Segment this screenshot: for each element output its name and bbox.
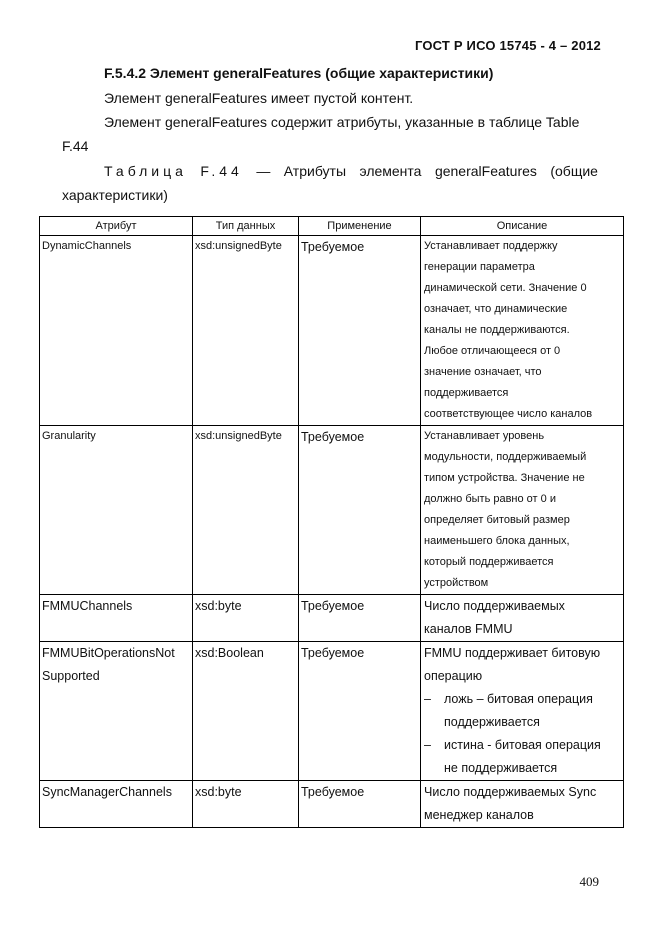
cell-type: xsd:byte <box>193 781 299 828</box>
desc-line: поддерживается <box>424 387 509 399</box>
caption-word-2: элемента <box>359 163 422 179</box>
desc-line: наименьшего блока данных, <box>424 535 570 547</box>
desc-line: Любое отличающееся от 0 <box>424 345 561 357</box>
attr-line: FMMUBitOperationsNot <box>42 646 175 660</box>
desc-line: означает, что динамические <box>424 303 568 315</box>
desc-line: Число поддерживаемых <box>424 599 565 613</box>
desc-line: определяет битовый размер <box>424 514 570 526</box>
caption-number: F.44 <box>200 163 243 179</box>
table-row <box>40 236 624 426</box>
note-item <box>424 688 621 734</box>
cell-type: xsd:unsignedByte <box>193 236 299 426</box>
cell-attribute <box>40 642 193 781</box>
note-text <box>442 734 601 780</box>
table-caption <box>104 159 598 183</box>
cell-description <box>421 642 624 781</box>
desc-line: менеджер каналов <box>424 808 534 822</box>
caption-word-4: (общие <box>550 163 598 179</box>
cell-usage: Требуемое <box>299 595 421 642</box>
desc-line: соответствующее число каналов <box>424 408 593 420</box>
desc-line: FMMU поддерживает битовую <box>424 646 601 660</box>
cell-description <box>421 236 624 426</box>
desc-line: который поддерживается <box>424 556 554 568</box>
caption-word-1: Атрибуты <box>283 163 347 179</box>
desc-line: значение означает, что <box>424 366 542 378</box>
table-row <box>40 595 624 642</box>
header-description: Описание <box>421 217 624 236</box>
desc-line: модульности, поддерживаемый <box>424 451 587 463</box>
table-caption-line2: характеристики) <box>62 187 168 203</box>
header-data-type: Тип данных <box>193 217 299 236</box>
document-header: ГОСТ Р ИСО 15745 - 4 – 2012 <box>414 38 601 53</box>
cell-usage: Требуемое <box>299 236 421 426</box>
cell-type: xsd:Boolean <box>193 642 299 781</box>
caption-word: Таблица <box>104 163 187 179</box>
header-usage: Применение <box>299 217 421 236</box>
table-row <box>40 642 624 781</box>
desc-line: устройством <box>424 577 489 589</box>
caption-word-3: generalFeatures <box>434 163 537 179</box>
cell-description <box>421 426 624 595</box>
header-attribute: Атрибут <box>40 217 193 236</box>
table-row <box>40 426 624 595</box>
note-line: истина - битовая операция <box>444 738 601 752</box>
page-number: 409 <box>579 874 599 889</box>
note-text <box>442 688 593 734</box>
cell-attribute: DynamicChannels <box>40 236 193 426</box>
cell-attribute: SyncManagerChannels <box>40 781 193 828</box>
cell-attribute: Granularity <box>40 426 193 595</box>
desc-line: Устанавливает уровень <box>424 430 545 442</box>
cell-description <box>421 595 624 642</box>
cell-attribute: FMMUChannels <box>40 595 193 642</box>
desc-line: каналов FMMU <box>424 622 513 636</box>
desc-line: операцию <box>424 669 483 683</box>
cell-usage: Требуемое <box>299 642 421 781</box>
desc-line: типом устройства. Значение не <box>424 472 585 484</box>
paragraph-attributes-line1: Элемент generalFeatures содержит атрибуты, указанные в таблице Table <box>104 114 580 130</box>
note-line: не поддерживается <box>444 761 558 775</box>
cell-type: xsd:byte <box>193 595 299 642</box>
dash-bullet: – <box>424 692 431 706</box>
table-row <box>40 781 624 828</box>
cell-usage: Требуемое <box>299 426 421 595</box>
desc-line: каналы не поддерживаются. <box>424 324 570 336</box>
desc-line: должно быть равно от 0 и <box>424 493 556 505</box>
paragraph-attributes-line2: F.44 <box>62 138 89 154</box>
note-item <box>424 734 621 780</box>
note-line: ложь – битовая операция <box>444 692 593 706</box>
section-title: F.5.4.2 Элемент generalFeatures (общие характеристики) <box>104 65 494 81</box>
cell-type: xsd:unsignedByte <box>193 426 299 595</box>
paragraph-empty-content: Элемент generalFeatures имеет пустой контент. <box>104 90 414 106</box>
cell-description <box>421 781 624 828</box>
table-header-row <box>40 217 624 236</box>
desc-line: генерации параметра <box>424 261 535 273</box>
desc-line: Устанавливает поддержку <box>424 240 558 252</box>
dash-bullet: – <box>424 738 431 752</box>
attr-line: Supported <box>42 669 100 683</box>
cell-usage: Требуемое <box>299 781 421 828</box>
caption-dash: — <box>256 163 271 179</box>
desc-line: Число поддерживаемых Sync <box>424 785 597 799</box>
note-line: поддерживается <box>444 715 540 729</box>
desc-line: динамической сети. Значение 0 <box>424 282 587 294</box>
attributes-table <box>39 216 624 828</box>
